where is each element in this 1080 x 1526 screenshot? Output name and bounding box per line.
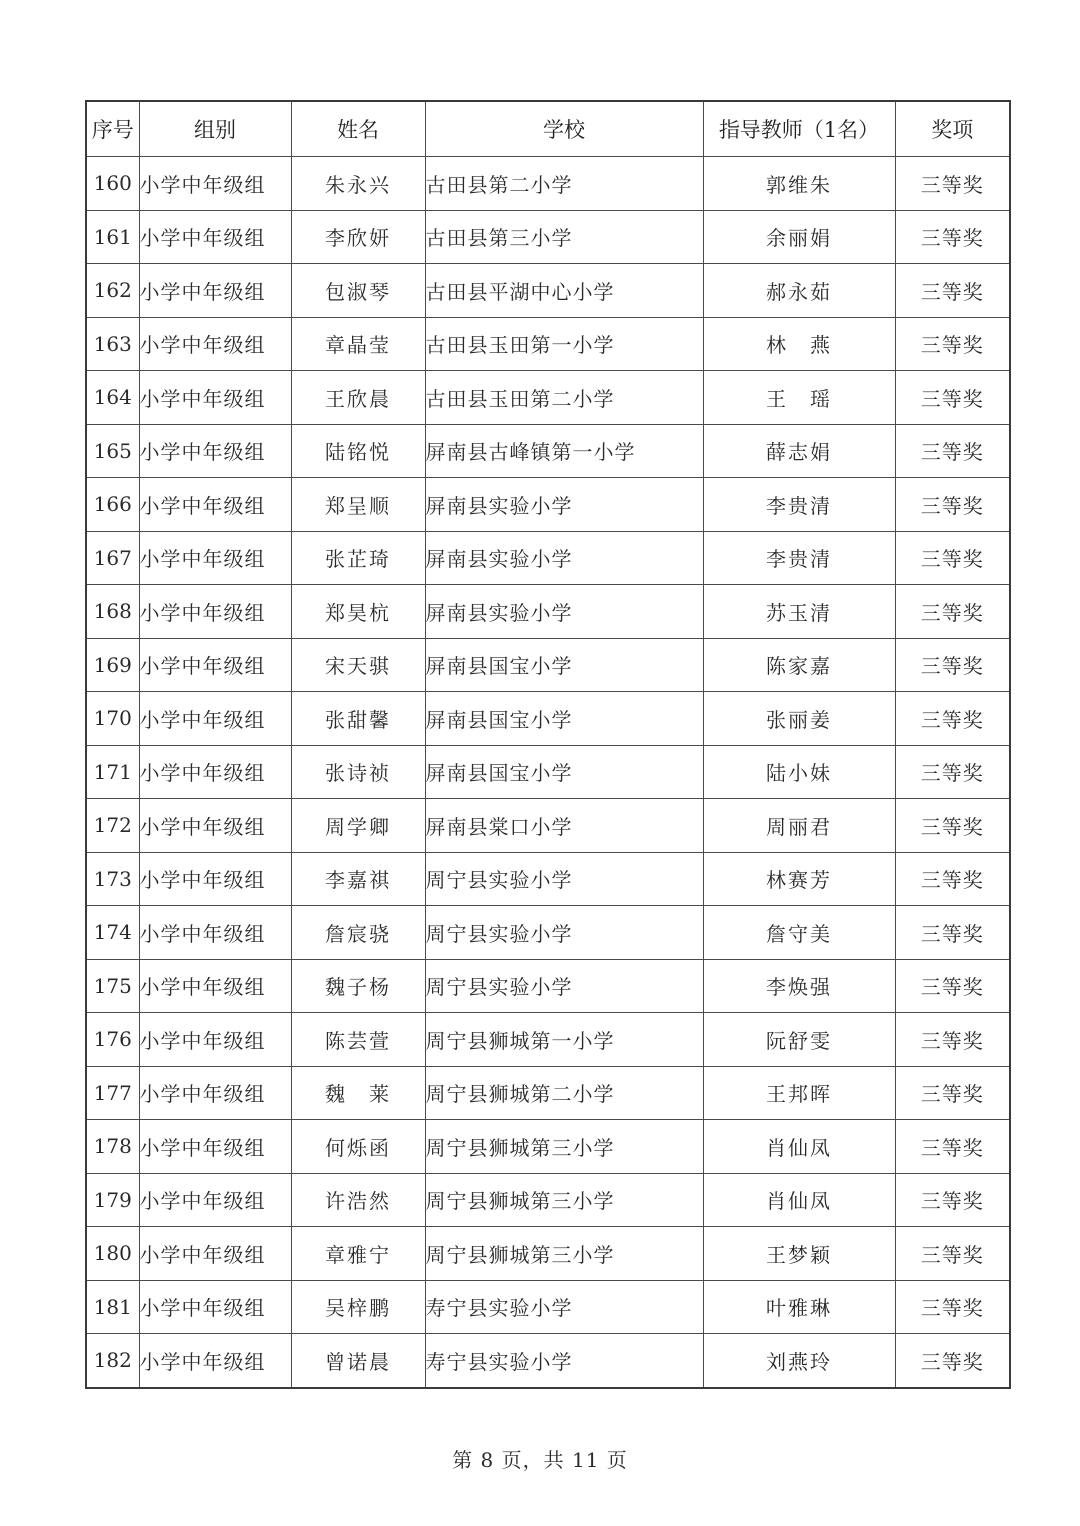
cell-group: 小学中年级组	[139, 799, 291, 853]
cell-award: 三等奖	[895, 264, 1010, 318]
cell-serial: 171	[86, 745, 139, 799]
award-table	[85, 100, 1011, 1389]
cell-school: 屏南县古峰镇第一小学	[425, 424, 703, 478]
cell-serial: 168	[86, 585, 139, 639]
cell-school: 屏南县国宝小学	[425, 638, 703, 692]
cell-award: 三等奖	[895, 906, 1010, 960]
table-row	[86, 424, 1010, 478]
cell-student-name: 李嘉祺	[291, 852, 425, 906]
cell-group: 小学中年级组	[139, 478, 291, 532]
table-row	[86, 1013, 1010, 1067]
cell-school: 寿宁县实验小学	[425, 1334, 703, 1388]
cell-teacher: 林赛芳	[703, 852, 895, 906]
cell-student-name: 章晶莹	[291, 317, 425, 371]
header-award: 奖项	[895, 101, 1010, 157]
cell-group: 小学中年级组	[139, 745, 291, 799]
cell-serial: 161	[86, 210, 139, 264]
cell-serial: 177	[86, 1066, 139, 1120]
cell-student-name: 詹宸骁	[291, 906, 425, 960]
cell-group: 小学中年级组	[139, 1013, 291, 1067]
cell-serial: 165	[86, 424, 139, 478]
cell-group: 小学中年级组	[139, 852, 291, 906]
cell-award: 三等奖	[895, 638, 1010, 692]
cell-school: 古田县第三小学	[425, 210, 703, 264]
cell-serial: 172	[86, 799, 139, 853]
header-group: 组别	[139, 101, 291, 157]
header-name: 姓名	[291, 101, 425, 157]
cell-serial: 170	[86, 692, 139, 746]
cell-teacher: 肖仙凤	[703, 1120, 895, 1174]
table-row	[86, 531, 1010, 585]
cell-school: 屏南县实验小学	[425, 478, 703, 532]
cell-group: 小学中年级组	[139, 210, 291, 264]
table-row	[86, 1227, 1010, 1281]
cell-teacher: 王邦晖	[703, 1066, 895, 1120]
cell-group: 小学中年级组	[139, 1280, 291, 1334]
cell-school: 周宁县实验小学	[425, 959, 703, 1013]
cell-school: 古田县第二小学	[425, 157, 703, 211]
cell-award: 三等奖	[895, 745, 1010, 799]
cell-group: 小学中年级组	[139, 906, 291, 960]
cell-school: 周宁县狮城第三小学	[425, 1173, 703, 1227]
cell-award: 三等奖	[895, 478, 1010, 532]
header-school: 学校	[425, 101, 703, 157]
cell-teacher: 周丽君	[703, 799, 895, 853]
cell-teacher: 郝永茹	[703, 264, 895, 318]
cell-group: 小学中年级组	[139, 424, 291, 478]
cell-serial: 175	[86, 959, 139, 1013]
cell-serial: 178	[86, 1120, 139, 1174]
table-row	[86, 852, 1010, 906]
cell-student-name: 李欣妍	[291, 210, 425, 264]
cell-student-name: 张芷琦	[291, 531, 425, 585]
cell-teacher: 余丽娟	[703, 210, 895, 264]
cell-teacher: 薛志娟	[703, 424, 895, 478]
cell-award: 三等奖	[895, 210, 1010, 264]
cell-teacher: 詹守美	[703, 906, 895, 960]
cell-group: 小学中年级组	[139, 157, 291, 211]
cell-student-name: 陆铭悦	[291, 424, 425, 478]
cell-teacher: 李贵清	[703, 531, 895, 585]
cell-serial: 160	[86, 157, 139, 211]
cell-group: 小学中年级组	[139, 638, 291, 692]
cell-serial: 174	[86, 906, 139, 960]
cell-serial: 179	[86, 1173, 139, 1227]
cell-school: 古田县玉田第一小学	[425, 317, 703, 371]
cell-student-name: 魏子杨	[291, 959, 425, 1013]
cell-student-name: 吴梓鹏	[291, 1280, 425, 1334]
table-row	[86, 1066, 1010, 1120]
cell-award: 三等奖	[895, 1066, 1010, 1120]
cell-serial: 173	[86, 852, 139, 906]
cell-school: 屏南县实验小学	[425, 585, 703, 639]
cell-serial: 182	[86, 1334, 139, 1388]
cell-school: 屏南县实验小学	[425, 531, 703, 585]
header-serial: 序号	[86, 101, 139, 157]
cell-student-name: 张诗祯	[291, 745, 425, 799]
cell-school: 周宁县实验小学	[425, 852, 703, 906]
cell-student-name: 王欣晨	[291, 371, 425, 425]
cell-award: 三等奖	[895, 371, 1010, 425]
table-row	[86, 371, 1010, 425]
cell-teacher: 陈家嘉	[703, 638, 895, 692]
table-header-row	[86, 101, 1010, 157]
cell-student-name: 包淑琴	[291, 264, 425, 318]
cell-award: 三等奖	[895, 852, 1010, 906]
cell-student-name: 郑昊杭	[291, 585, 425, 639]
cell-award: 三等奖	[895, 1120, 1010, 1174]
cell-serial: 176	[86, 1013, 139, 1067]
page-number-footer: 第 8 页，共 11 页	[452, 1448, 628, 1472]
cell-award: 三等奖	[895, 585, 1010, 639]
cell-award: 三等奖	[895, 1227, 1010, 1281]
cell-student-name: 郑呈顺	[291, 478, 425, 532]
cell-award: 三等奖	[895, 799, 1010, 853]
cell-award: 三等奖	[895, 959, 1010, 1013]
cell-student-name: 魏 莱	[291, 1066, 425, 1120]
cell-teacher: 王梦颖	[703, 1227, 895, 1281]
cell-group: 小学中年级组	[139, 1066, 291, 1120]
cell-award: 三等奖	[895, 157, 1010, 211]
cell-student-name: 张甜馨	[291, 692, 425, 746]
cell-group: 小学中年级组	[139, 1227, 291, 1281]
cell-student-name: 章雅宁	[291, 1227, 425, 1281]
table-row	[86, 210, 1010, 264]
cell-award: 三等奖	[895, 1280, 1010, 1334]
cell-school: 周宁县狮城第三小学	[425, 1227, 703, 1281]
cell-teacher: 刘燕玲	[703, 1334, 895, 1388]
table-row	[86, 959, 1010, 1013]
cell-student-name: 周学卿	[291, 799, 425, 853]
cell-award: 三等奖	[895, 1013, 1010, 1067]
cell-teacher: 苏玉清	[703, 585, 895, 639]
cell-teacher: 陆小妹	[703, 745, 895, 799]
cell-serial: 181	[86, 1280, 139, 1334]
table-row	[86, 638, 1010, 692]
cell-award: 三等奖	[895, 1173, 1010, 1227]
cell-student-name: 陈芸萱	[291, 1013, 425, 1067]
cell-serial: 164	[86, 371, 139, 425]
cell-teacher: 林 燕	[703, 317, 895, 371]
cell-group: 小学中年级组	[139, 1120, 291, 1174]
cell-award: 三等奖	[895, 692, 1010, 746]
cell-school: 屏南县国宝小学	[425, 692, 703, 746]
cell-group: 小学中年级组	[139, 1334, 291, 1388]
cell-serial: 162	[86, 264, 139, 318]
header-teacher: 指导教师（1名）	[703, 101, 895, 157]
table-row	[86, 799, 1010, 853]
cell-teacher: 张丽姜	[703, 692, 895, 746]
table-row	[86, 264, 1010, 318]
cell-school: 寿宁县实验小学	[425, 1280, 703, 1334]
cell-student-name: 宋天骐	[291, 638, 425, 692]
cell-student-name: 朱永兴	[291, 157, 425, 211]
cell-group: 小学中年级组	[139, 317, 291, 371]
cell-group: 小学中年级组	[139, 371, 291, 425]
cell-award: 三等奖	[895, 1334, 1010, 1388]
table-row	[86, 745, 1010, 799]
cell-school: 周宁县实验小学	[425, 906, 703, 960]
table-row	[86, 585, 1010, 639]
table-body	[86, 157, 1010, 1388]
cell-group: 小学中年级组	[139, 264, 291, 318]
cell-serial: 163	[86, 317, 139, 371]
cell-group: 小学中年级组	[139, 1173, 291, 1227]
table-row	[86, 157, 1010, 211]
table-row	[86, 317, 1010, 371]
cell-teacher: 肖仙凤	[703, 1173, 895, 1227]
cell-teacher: 叶雅琳	[703, 1280, 895, 1334]
cell-school: 周宁县狮城第一小学	[425, 1013, 703, 1067]
cell-student-name: 曾诺晨	[291, 1334, 425, 1388]
cell-school: 屏南县国宝小学	[425, 745, 703, 799]
cell-serial: 167	[86, 531, 139, 585]
cell-group: 小学中年级组	[139, 959, 291, 1013]
cell-teacher: 王 瑶	[703, 371, 895, 425]
table-row	[86, 1173, 1010, 1227]
cell-award: 三等奖	[895, 317, 1010, 371]
table-row	[86, 906, 1010, 960]
cell-school: 古田县平湖中心小学	[425, 264, 703, 318]
cell-group: 小学中年级组	[139, 531, 291, 585]
cell-student-name: 许浩然	[291, 1173, 425, 1227]
table-row	[86, 1120, 1010, 1174]
cell-school: 周宁县狮城第三小学	[425, 1120, 703, 1174]
cell-school: 周宁县狮城第二小学	[425, 1066, 703, 1120]
cell-school: 古田县玉田第二小学	[425, 371, 703, 425]
cell-serial: 180	[86, 1227, 139, 1281]
cell-teacher: 阮舒雯	[703, 1013, 895, 1067]
table-row	[86, 692, 1010, 746]
cell-serial: 166	[86, 478, 139, 532]
table-row	[86, 1334, 1010, 1388]
cell-award: 三等奖	[895, 531, 1010, 585]
table-row	[86, 1280, 1010, 1334]
table-row	[86, 478, 1010, 532]
cell-award: 三等奖	[895, 424, 1010, 478]
cell-group: 小学中年级组	[139, 692, 291, 746]
cell-group: 小学中年级组	[139, 585, 291, 639]
cell-teacher: 李焕强	[703, 959, 895, 1013]
cell-teacher: 李贵清	[703, 478, 895, 532]
cell-school: 屏南县棠口小学	[425, 799, 703, 853]
cell-serial: 169	[86, 638, 139, 692]
cell-teacher: 郭维朱	[703, 157, 895, 211]
cell-student-name: 何烁函	[291, 1120, 425, 1174]
